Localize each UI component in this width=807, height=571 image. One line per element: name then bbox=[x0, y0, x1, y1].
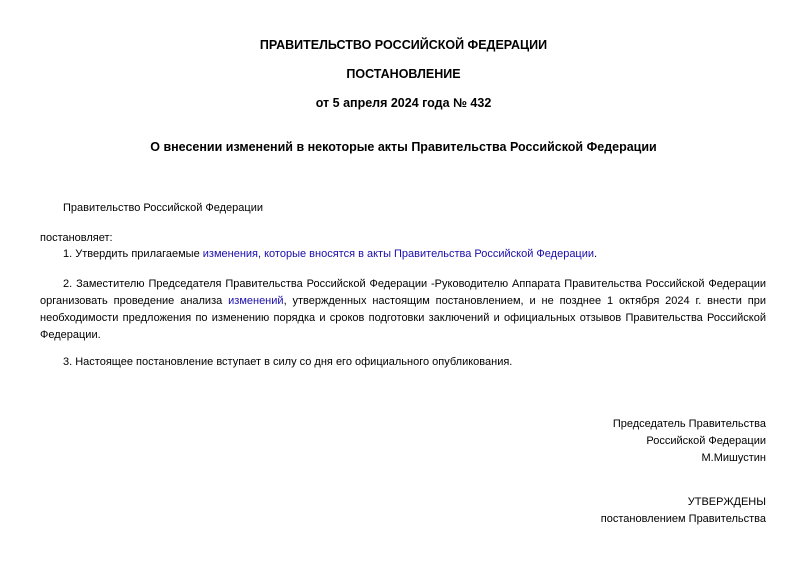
government-heading: ПРАВИТЕЛЬСТВО РОССИЙСКОЙ ФЕДЕРАЦИИ bbox=[259, 38, 548, 52]
paragraph-2 bbox=[40, 276, 766, 344]
amendments-link[interactable]: изменения, которые вносятся в акты Правительства Российской Федерации bbox=[202, 248, 595, 260]
paragraph-3: 3. Настоящее постановление вступает в силу со дня его официального опубликования. bbox=[63, 356, 513, 368]
document-type-heading: ПОСТАНОВЛЕНИЕ bbox=[346, 67, 461, 81]
date-number-heading: от 5 апреля 2024 года № 432 bbox=[315, 96, 492, 110]
intro-text: Правительство Российской Федерации bbox=[63, 202, 263, 214]
approval-reference: постановлением Правительства bbox=[600, 513, 766, 525]
approval-heading: УТВЕРЖДЕНЫ bbox=[687, 496, 766, 508]
signature-block bbox=[613, 416, 766, 467]
document-title: О внесении изменений в некоторые акты Правительства Российской Федерации bbox=[150, 140, 657, 154]
paragraph-1-suffix: . bbox=[594, 248, 598, 260]
approval-block bbox=[601, 494, 766, 528]
signature-position: Председатель Правительства bbox=[612, 418, 766, 430]
paragraph-2-suffix: , утвержденных настоящим постановлением, и не позднее 1 октября 2024 г. внести при необходимости предложения по изменению порядка и сроков подготовки заключений и официальных отзывов Правительства Российской Федерации. bbox=[40, 295, 766, 341]
paragraph-1-prefix: 1. Утвердить прилагаемые bbox=[63, 248, 203, 260]
changes-link[interactable]: изменений bbox=[228, 295, 284, 307]
paragraph-2-prefix: 2. Заместителю Председателя Правительства Российской Федерации -Руководителю Аппарата Правительства Российской Федерации организовать проведение анализа bbox=[40, 278, 766, 307]
decrees-text: постановляет: bbox=[40, 232, 113, 244]
paragraph-1 bbox=[63, 247, 597, 261]
signature-name: М.Мишустин bbox=[701, 452, 766, 464]
signature-organization: Российской Федерации bbox=[646, 435, 766, 447]
